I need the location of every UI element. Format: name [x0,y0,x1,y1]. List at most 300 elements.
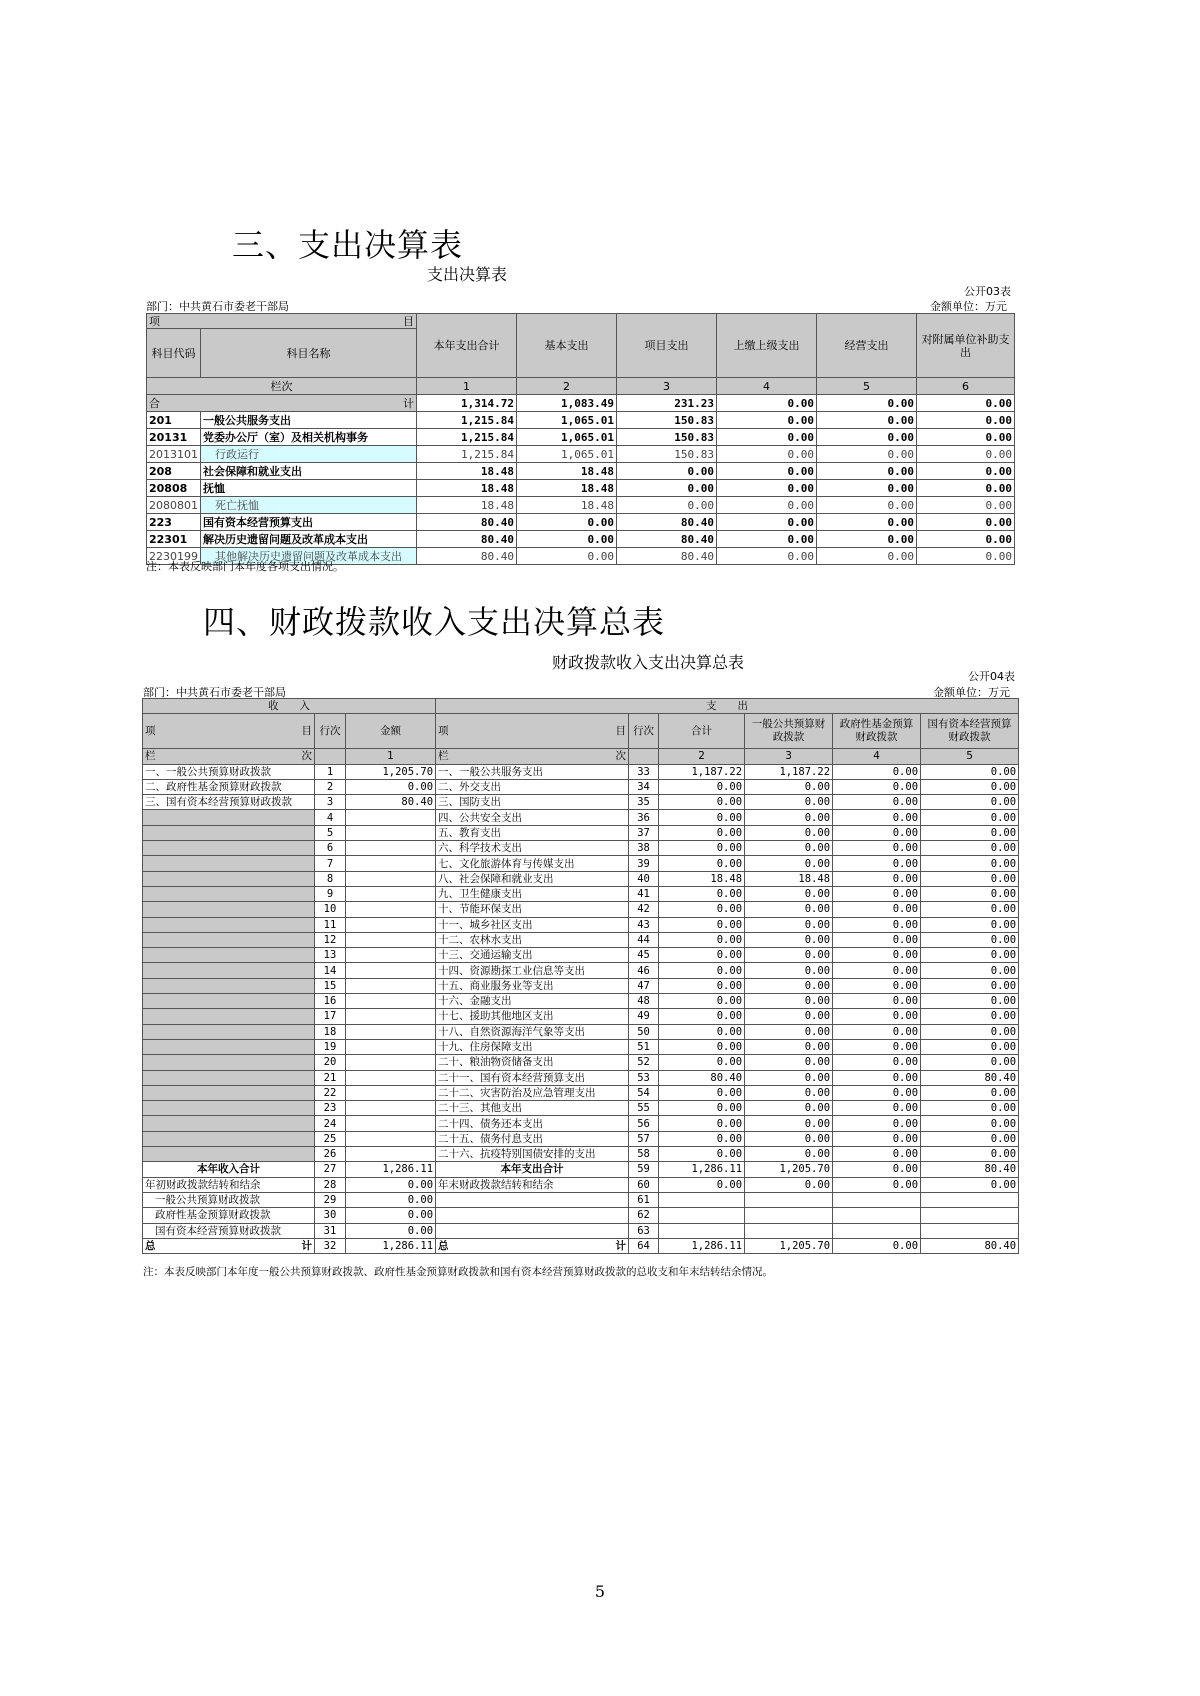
amount-cell: 0.00 [717,412,817,429]
expense-line-no: 39 [629,856,659,871]
expense-amount: 0.00 [833,1070,921,1085]
expense-amount: 0.00 [833,886,921,901]
item-label: 项 [145,725,156,738]
expense-item: 七、文化旅游体育与传媒支出 [436,856,629,871]
income-line-no: 14 [315,963,346,978]
expense-amount: 0.00 [921,1009,1019,1024]
expense-row [147,412,1015,429]
expense-item: 二、外交支出 [436,779,629,794]
amount-cell: 80.40 [617,548,717,565]
lan-label: 栏 [145,750,156,763]
ji-label: 计 [301,1239,312,1252]
expense-item: 十四、资源勘探工业信息等支出 [436,963,629,978]
expense-amount [921,1192,1019,1207]
income-item [143,902,315,917]
income-amount: 80.40 [346,795,436,810]
income-item [143,1055,315,1070]
expense-amount: 0.00 [659,1085,745,1100]
grand-income: 1,286.11 [346,1238,436,1253]
expense-amount: 0.00 [659,902,745,917]
income-amount [346,1085,436,1100]
col-number: 1 [417,378,517,395]
expense-line-no: 62 [629,1208,659,1223]
col-number: 3 [617,378,717,395]
income-item: 本年收入合计 [143,1162,315,1177]
table-4-unit: 金额单位：万元 [933,686,1010,699]
amount-cell: 150.83 [617,429,717,446]
expense-amount: 0.00 [659,1147,745,1162]
hangci-header: 行次 [315,714,346,749]
summary-row [143,1208,1019,1223]
amount-cell: 0.00 [917,480,1015,497]
expense-line-no: 59 [629,1162,659,1177]
income-item: 年初财政拨款结转和结余 [143,1177,315,1192]
summary-row [143,871,1019,886]
column-header: 本年支出合计 [417,314,517,378]
expense-item: 二十五、债务付息支出 [436,1131,629,1146]
col-number: 2 [517,378,617,395]
blank-cell [629,749,659,764]
col-number: 6 [917,378,1015,395]
mu-label: 目 [615,725,627,738]
column-header: 上缴上级支出 [717,314,817,378]
subject-name: 党委办公厅（室）及相关机构事务 [201,429,417,446]
summary-row [143,1070,1019,1085]
amount-cell: 0.00 [817,480,917,497]
income-line-no: 29 [315,1192,346,1207]
expense-amount: 0.00 [921,841,1019,856]
income-line-no: 7 [315,856,346,871]
expense-amount: 0.00 [833,1147,921,1162]
income-item [143,1024,315,1039]
expense-amount: 0.00 [833,978,921,993]
col-number: 4 [717,378,817,395]
amount-cell: 80.40 [417,548,517,565]
expense-item: 十一、城乡社区支出 [436,917,629,932]
expense-amount: 0.00 [745,1101,833,1116]
income-amount [346,917,436,932]
column-header: 对附属单位补助支出 [917,314,1015,378]
income-item: 三、国有资本经营预算财政拨款 [143,795,315,810]
expense-item: 二十一、国有资本经营预算支出 [436,1070,629,1085]
expense-amount: 0.00 [659,1024,745,1039]
expense-amount: 0.00 [833,917,921,932]
income-item [143,1085,315,1100]
income-amount: 0.00 [346,779,436,794]
expense-item: 十七、援助其他地区支出 [436,1009,629,1024]
expense-item: 十、节能环保支出 [436,902,629,917]
summary-row [143,856,1019,871]
expense-amount: 0.00 [659,810,745,825]
amount-cell: 0.00 [617,480,717,497]
expense-amount: 0.00 [833,810,921,825]
expense-amount: 0.00 [833,963,921,978]
general-budget-header: 一般公共预算财政拨款 [745,714,833,749]
expense-item: 本年支出合计 [436,1162,629,1177]
amount-cell: 18.48 [517,463,617,480]
income-amount [346,994,436,1009]
income-line-no: 12 [315,932,346,947]
amount-cell: 80.40 [417,531,517,548]
expense-table [146,313,1015,565]
grand-expense: 1,286.11 [659,1238,745,1253]
expense-amount: 0.00 [833,856,921,871]
income-amount [346,1039,436,1054]
expense-row [147,463,1015,480]
summary-row [143,1147,1019,1162]
expense-amount: 0.00 [745,1039,833,1054]
expense-amount: 0.00 [659,1009,745,1024]
summary-row [143,978,1019,993]
summary-row [143,1009,1019,1024]
col-number-row [143,749,1019,764]
expense-amount: 0.00 [659,841,745,856]
table-3-dept: 部门：中共黄石市委老干部局 [146,300,289,313]
income-item [143,1009,315,1024]
subject-name: 行政运行 [201,446,417,463]
summary-row [143,902,1019,917]
expense-amount: 0.00 [833,1101,921,1116]
expense-amount: 0.00 [745,948,833,963]
grand-expense: 0.00 [833,1238,921,1253]
amount-cell: 0.00 [717,531,817,548]
income-line-no: 27 [315,1162,346,1177]
expense-item [436,1192,629,1207]
income-item [143,1116,315,1131]
expense-item: 二十二、灾害防治及应急管理支出 [436,1085,629,1100]
expense-amount: 0.00 [921,810,1019,825]
expense-amount: 80.40 [921,1070,1019,1085]
expense-amount: 0.00 [921,917,1019,932]
income-line-no: 16 [315,994,346,1009]
income-line-no: 4 [315,810,346,825]
expense-amount: 0.00 [659,963,745,978]
amount-cell: 0.00 [717,497,817,514]
expense-amount: 0.00 [921,764,1019,779]
grand-expense: 1,205.70 [745,1238,833,1253]
income-item: 国有资本经营预算财政拨款 [143,1223,315,1238]
expense-line-no: 54 [629,1085,659,1100]
expense-amount: 0.00 [745,932,833,947]
expense-amount: 0.00 [833,841,921,856]
summary-row [143,1085,1019,1100]
expense-line-no: 43 [629,917,659,932]
expense-item: 二十四、债务还本支出 [436,1116,629,1131]
header-item: 项 [149,314,160,328]
expense-amount: 0.00 [659,917,745,932]
income-amount [346,963,436,978]
ji-label: 计 [615,1239,627,1252]
amount-cell: 0.00 [917,429,1015,446]
amount-cell: 0.00 [917,531,1015,548]
income-amount [346,1116,436,1131]
expense-item: 二十、粮油物资储备支出 [436,1055,629,1070]
expense-amount: 0.00 [833,1055,921,1070]
income-amount [346,978,436,993]
expense-item: 二十三、其他支出 [436,1101,629,1116]
expense-amount: 0.00 [833,932,921,947]
amount-cell: 0.00 [817,412,917,429]
expense-item: 十六、金融支出 [436,994,629,1009]
income-item [143,917,315,932]
expense-line-no: 57 [629,1131,659,1146]
income-item [143,1131,315,1146]
amount-cell: 1,065.01 [517,446,617,463]
amount-cell: 150.83 [617,446,717,463]
header-item-cell [147,314,417,329]
expense-line-no: 35 [629,795,659,810]
summary-row [143,1024,1019,1039]
summary-row [143,1177,1019,1192]
subject-name: 解决历史遗留问题及改革成本支出 [201,531,417,548]
left-item-header [143,714,315,749]
summary-row [143,948,1019,963]
expense-amount: 0.00 [745,856,833,871]
table-4-code: 公开04表 [968,670,1015,683]
income-item [143,825,315,840]
expense-amount: 0.00 [659,1131,745,1146]
expense-amount: 0.00 [745,1024,833,1039]
expense-amount: 0.00 [833,1085,921,1100]
zong-label: 总 [145,1239,156,1252]
expense-item: 十八、自然资源海洋气象等支出 [436,1024,629,1039]
summary-row [143,764,1019,779]
income-item [143,871,315,886]
summary-row [143,886,1019,901]
amount-cell: 0.00 [817,514,917,531]
expense-line-no: 45 [629,948,659,963]
income-item [143,810,315,825]
income-item [143,856,315,871]
summary-row [143,1223,1019,1238]
expense-amount: 0.00 [659,779,745,794]
income-line-no: 10 [315,902,346,917]
amount-cell: 0.00 [517,548,617,565]
expense-line-no: 33 [629,764,659,779]
amount-cell: 0.00 [917,514,1015,531]
expense-amount: 0.00 [745,886,833,901]
total-header: 合计 [659,714,745,749]
expense-amount: 0.00 [659,1116,745,1131]
income-amount [346,1009,436,1024]
income-line-no: 19 [315,1039,346,1054]
expense-amount: 0.00 [921,932,1019,947]
income-amount: 0.00 [346,1177,436,1192]
total-value: 1,083.49 [517,395,617,412]
expense-row [147,514,1015,531]
income-item: 一、一般公共预算财政拨款 [143,764,315,779]
col-number-row [147,378,1015,395]
header-mu: 目 [403,314,414,328]
amount-cell: 0.00 [617,497,717,514]
amount-cell: 18.48 [517,497,617,514]
expense-amount: 80.40 [659,1070,745,1085]
income-line-no: 15 [315,978,346,993]
summary-row [143,1039,1019,1054]
expense-amount: 18.48 [745,871,833,886]
expense-item: 年末财政拨款结转和结余 [436,1177,629,1192]
hangci-header: 行次 [629,714,659,749]
expense-amount: 0.00 [921,1024,1019,1039]
income-line-no: 17 [315,1009,346,1024]
expense-amount: 0.00 [921,1055,1019,1070]
total-label-cell [147,395,417,412]
amount-cell: 1,215.84 [417,429,517,446]
table-3-code: 公开03表 [964,285,1011,298]
summary-row [143,779,1019,794]
income-amount [346,810,436,825]
subject-name: 社会保障和就业支出 [201,463,417,480]
header-name: 科目名称 [201,329,417,378]
expense-line-no: 49 [629,1009,659,1024]
expense-amount: 0.00 [833,1116,921,1131]
amount-cell: 18.48 [417,497,517,514]
expense-amount: 0.00 [833,764,921,779]
expense-line-no: 42 [629,902,659,917]
table-4-title: 财政拨款收入支出决算总表 [552,653,745,672]
income-item [143,1070,315,1085]
amount-cell: 1,065.01 [517,429,617,446]
subject-code: 2080801 [147,497,201,514]
amount-cell: 0.00 [917,446,1015,463]
column-header: 基本支出 [517,314,617,378]
subject-code: 223 [147,514,201,531]
income-amount [346,1147,436,1162]
expense-line-no: 61 [629,1192,659,1207]
expense-amount: 0.00 [921,779,1019,794]
expense-amount: 0.00 [833,795,921,810]
income-line-no: 21 [315,1070,346,1085]
expense-amount: 0.00 [745,1055,833,1070]
expense-amount: 0.00 [745,994,833,1009]
expense-item: 九、卫生健康支出 [436,886,629,901]
income-amount [346,1101,436,1116]
amount-cell: 0.00 [817,497,917,514]
col-number: 1 [346,749,436,764]
column-header: 项目支出 [617,314,717,378]
grand-total-row [143,1238,1019,1253]
state-capital-header: 国有资本经营预算财政拨款 [921,714,1019,749]
col-number: 4 [833,749,921,764]
expense-item: 十九、住房保障支出 [436,1039,629,1054]
expense-line-no: 40 [629,871,659,886]
income-amount: 0.00 [346,1208,436,1223]
amount-cell: 0.00 [917,548,1015,565]
summary-row [143,1101,1019,1116]
column-header: 经营支出 [817,314,917,378]
expense-line-no: 36 [629,810,659,825]
expense-amount: 0.00 [921,871,1019,886]
table-4-dept: 部门：中共黄石市委老干部局 [143,686,286,699]
expense-line-no: 41 [629,886,659,901]
income-line-no: 20 [315,1055,346,1070]
expense-amount [745,1192,833,1207]
summary-row [143,1162,1019,1177]
total-value: 1,314.72 [417,395,517,412]
income-line-no: 31 [315,1223,346,1238]
amount-cell: 80.40 [617,514,717,531]
expense-amount: 0.00 [833,779,921,794]
amount-cell: 0.00 [517,514,617,531]
amount-cell: 18.48 [417,463,517,480]
amount-cell: 0.00 [717,446,817,463]
expense-amount: 0.00 [921,1147,1019,1162]
summary-row [143,1055,1019,1070]
income-line-no: 25 [315,1131,346,1146]
grand-line-no: 64 [629,1238,659,1253]
expense-amount: 0.00 [745,795,833,810]
expense-item: 三、国防支出 [436,795,629,810]
amount-cell: 0.00 [817,429,917,446]
expense-item: 六、科学技术支出 [436,841,629,856]
subject-code: 201 [147,412,201,429]
table-4-note: 注：本表反映部门本年度一般公共预算财政拨款、政府性基金预算财政拨款和国有资本经营预算财政拨款的总收支和年末结转结余情况。 [143,1266,773,1278]
expense-row [147,446,1015,463]
amount-header: 金额 [346,714,436,749]
amount-cell: 0.00 [817,531,917,548]
subject-name: 死亡抚恤 [201,497,417,514]
amount-cell: 18.48 [517,480,617,497]
section-3-heading: 三、支出决算表 [232,226,464,264]
income-line-no: 13 [315,948,346,963]
income-line-no: 30 [315,1208,346,1223]
income-item: 政府性基金预算财政拨款 [143,1208,315,1223]
expense-line-no: 53 [629,1070,659,1085]
col-number: 5 [817,378,917,395]
expense-amount: 0.00 [745,1085,833,1100]
summary-row [143,795,1019,810]
income-amount [346,856,436,871]
income-line-no: 1 [315,764,346,779]
summary-row [143,1131,1019,1146]
income-line-no: 5 [315,825,346,840]
income-item [143,886,315,901]
income-line-no: 11 [315,917,346,932]
amount-cell: 0.00 [817,446,917,463]
expense-amount: 0.00 [659,932,745,947]
expense-amount [833,1192,921,1207]
expense-amount: 0.00 [921,886,1019,901]
income-line-no: 2 [315,779,346,794]
expense-amount: 0.00 [745,917,833,932]
expense-amount [659,1208,745,1223]
expense-line-no: 52 [629,1055,659,1070]
expense-amount: 0.00 [745,841,833,856]
amount-cell: 18.48 [417,480,517,497]
expense-line-no: 60 [629,1177,659,1192]
summary-row [143,932,1019,947]
fund-budget-header: 政府性基金预算财政拨款 [833,714,921,749]
expense-item: 八、社会保障和就业支出 [436,871,629,886]
expense-line-no: 58 [629,1147,659,1162]
total-row [147,395,1015,412]
expense-line-no: 34 [629,779,659,794]
col-number: 5 [921,749,1019,764]
summary-row [143,1192,1019,1207]
expense-amount: 0.00 [745,963,833,978]
ci-label: 次 [615,750,627,763]
total-value: 0.00 [817,395,917,412]
amount-cell: 80.40 [417,514,517,531]
lanci-right [436,749,629,764]
lanci-left [143,749,315,764]
col-number: 3 [745,749,833,764]
expense-amount: 0.00 [921,1131,1019,1146]
expense-amount: 0.00 [921,948,1019,963]
amount-cell: 0.00 [717,480,817,497]
lan-label: 栏 [438,750,449,763]
zong-label: 总 [438,1239,449,1252]
